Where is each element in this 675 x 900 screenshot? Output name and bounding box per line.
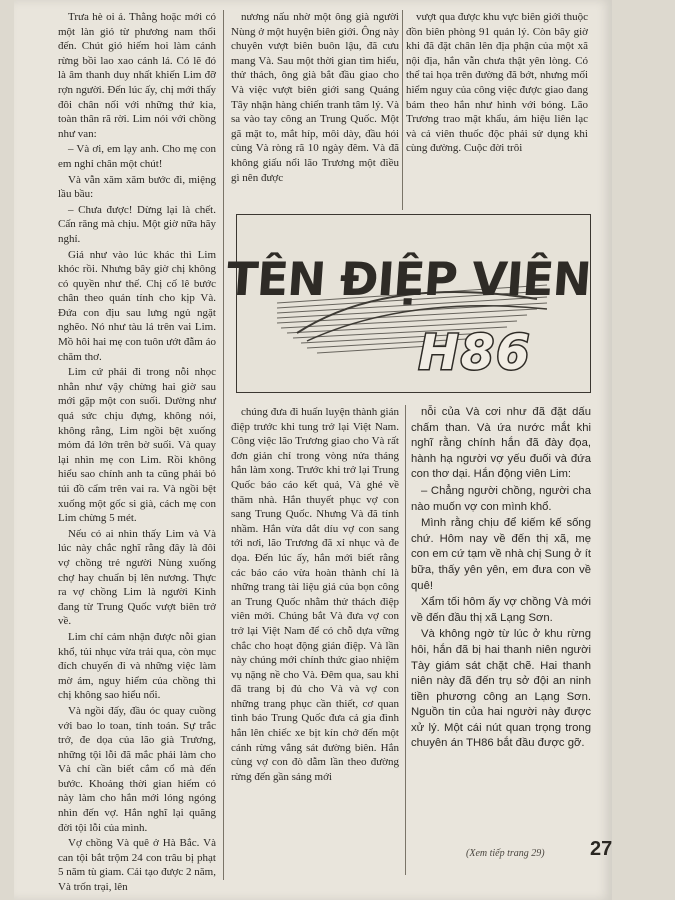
article-column-2-top (231, 10, 399, 220)
column-divider (402, 10, 403, 210)
title-line-2: H86 (418, 325, 532, 381)
article-title-box (224, 214, 593, 393)
continuation-note: (Xem tiếp trang 29) (466, 848, 545, 859)
paragraph: Và không ngờ từ lúc ở khu rừng hôi, hắn đã bị hai thanh niên người Tày giám sát chặt chẽ. Hai thanh niên này đã đến trụ sở đội an ninh tiền phương công an Lạng Sơn. Nguồn tin của hai người này được xử lý. Một cái nút quan trọng trong chuyên án TH86 bắt đầu được gỡ. (411, 628, 591, 750)
paragraph: nương nấu nhờ một ông già người Nùng ở một huyện biên giới. Ông này chuyên vượt biên buôn lậu, đã cưu mang Và. Sau một thời gian tìm hiểu, thử thách, ông già bắt đầu giao cho Và việc vượt biên giới sang Quảng Tây nhận hàng chiến tranh tâm lý. Và sa vào tay công an Trung Quốc. Một gã mặt to, mắt híp, môi dày, đầu hói cùng Và ròng rã 10 ngày đêm. Và đã không giấu nổi lão Trương một điều gì nên được (231, 11, 399, 184)
paragraph: nỗi của Và cơi như đã đặt dấu chấm than. Và ứa nước mắt khi nghĩ rằng chính hắn đã đày đọa, hành hạ người vợ yếu đuối và đứa con thơ dại. Hắn động viên Lim: (411, 406, 591, 481)
paragraph: Mình rằng chịu để kiếm kế sống chứ. Hôm nay về đến thị xã, mẹ con em cứ tạm về nhà chị Sung ở ít bữa, thấy yên yên, em đưa con về quê! (411, 517, 591, 592)
article-column-3-top (406, 10, 588, 210)
paragraph: Trưa hè oi ả. Thằng hoặc mới có một làn gió từ phương nam thổi đến. Chút gió hiếm hoi làm cánh rừng bồi lao xao cảnh lá. Có lẽ đó là âm thanh duy nhất khiến Lim đỡ rợn người. Đến lúc ấy, chị mới thấy đôi chân nối với những thứ kia, toàn thân rã rời. Lim nói với chồng như van: (58, 11, 216, 140)
article-title-graphic (224, 215, 593, 392)
paragraph: Nếu có ai nhìn thấy Lim và Và lúc này chắc nghĩ rằng đây là đôi vợ chồng trẻ người Nùng xuống chợ hay chuẩn bị lên nương. Thực ra vợ chồng Lim là người Kinh đang từ Trung Quốc vượt biên trở về. (58, 527, 216, 628)
paragraph: Giá như vào lúc khác thì Lim khóc rồi. Nhưng bây giờ chị không có quyền như thế. Chị cố lê bước chân theo quán tính cho kịp Và. Đứa con địu sau lưng ngủ ngặt nghẽo. Nó như tàu lá trên vai Lim. Mồ hôi hai mẹ con tuôn ướt đẫm áo chăm thơ. (58, 248, 216, 363)
paragraph: Xẩm tối hôm ấy vợ chồng Và mới về đến đầu thị xã Lạng Sơn. (411, 596, 591, 624)
paragraph: Và ngồi đấy, đầu óc quay cuồng với bao lo toan, tính toán. Sự trắc trở, đe dọa của lão già Trương, những tội lỗi đã mắc phải làm cho Và chỉ cần biết cắm cổ mà đến bước. Khoảng thời gian hiếm có này làm cho hắn mới lóng ngóng nhìn đến vợ. Hắn nghĩ lại quãng đời tội lỗi của mình. (58, 704, 216, 834)
paragraph: vượt qua được khu vực biên giới thuộc đồn biên phòng 91 quản lý. Còn bây giờ khi đã đặt chân lên địa phận của một xã nội địa, hắn vẫn chưa thật yên lòng. Có thể tai họa trên đường đã bớt, nhưng mối hiểm nguy của công việc được giao đang bám theo hắn như hình với bóng. Lão Trương trao mật khẩu, ám hiệu liên lạc và cả viên thuốc độc phải sử dụng khi cùng đường. Cuộc đời trôi (406, 11, 588, 155)
paragraph: Vợ chồng Và quê ở Hà Bắc. Và can tội bắt trộm 24 con trâu bị phạt 5 năm tù giam. Cải tạo được 2 năm, Và trốn trại, lên (58, 837, 216, 894)
title-line-1: TÊN ĐIỆP VIÊN (224, 252, 593, 306)
article-column-2-bottom (231, 405, 399, 870)
article-column-3-bottom (411, 405, 591, 885)
paragraph: – Và ơi, em lạy anh. Cho mẹ con em nghỉ chân một chút! (58, 143, 216, 170)
paragraph: Lim chỉ cảm nhận được nỗi gian khổ, tủi nhục vừa trải qua, còn mục đích chuyến đi và những việc làm mờ ám, nguy hiểm của chồng thì chị không sao hiểu nổi. (58, 630, 216, 702)
magazine-page (14, 0, 612, 900)
paragraph: Lim cứ phải đi trong nỗi nhọc nhằn như vậy chừng hai giờ sau mới gặp một con suối. Dường như quá sức chịu đựng, không nói, không rằng, Lim ngồi bệt xuống mỏm đá lớn trên bờ suối. Và quay lại nhìn mẹ con Lim. Rồi không hiểu sao chính anh ta cũng phải bỏ túi đồ cẩm trên vai ra. Và ngồi bệt xuống một gốc si già, cách mẹ con Lim chừng 5 mét. (58, 366, 216, 525)
paragraph: Và vẫn xăm xăm bước đi, miệng lầu bầu: (58, 173, 216, 201)
column-divider (405, 405, 406, 875)
page-number: 27 (590, 838, 613, 860)
paragraph: – Chẳng người chồng, người cha nào muốn vợ con mình khổ. (411, 484, 591, 513)
article-column-1 (58, 10, 216, 894)
paragraph: chúng đưa đi huấn luyện thành gián điệp trước khi tung trở lại Việt Nam. Công việc lão Trương giao cho Và rất đơn giản chỉ trong vòng nửa tháng hắn làm xong. Trước khi trở lại Trung Quốc báo cáo kết quả, Và ghé về thăm nhà. Hắn thuyết phục vợ con sang Trung Quốc. Nhưng Và đã tính nhầm. Hắn vừa dắt díu vợ con sang tới nơi, lão Trương đã xỉ nhục và đe dọa. Đến lúc ấy, hắn mới biết rằng các báo cáo vừa hoàn thành chỉ là những trang tài liệu giả của bọn công an Trung Quốc nhằm thử thách điệp viên mới. Chúng bắt Và đưa vợ con trở lại Việt Nam để có chỗ dựa vững chắc cho hoạt động gián điệp. Và lần này chúng mới chính thức giao nhiệm vụ nặng nề cho Và. Đêm qua, sau khi đã trang bị đủ cho Và và vợ con những trang phục cần thiết, cơ quan tình báo Trung Quốc đưa cả gia đình hắn lên chiếc xe bịt kín chở đến một cánh rừng vắng sát đường biên. Hắn cùng vợ con đò dẫm lần theo đường rừng đến gần sáng mới (231, 406, 399, 783)
column-divider (223, 10, 224, 880)
paragraph: – Chưa được! Dừng lại là chết. Cấn răng mà chịu. Một giờ nữa hãy nghỉ. (58, 203, 216, 245)
